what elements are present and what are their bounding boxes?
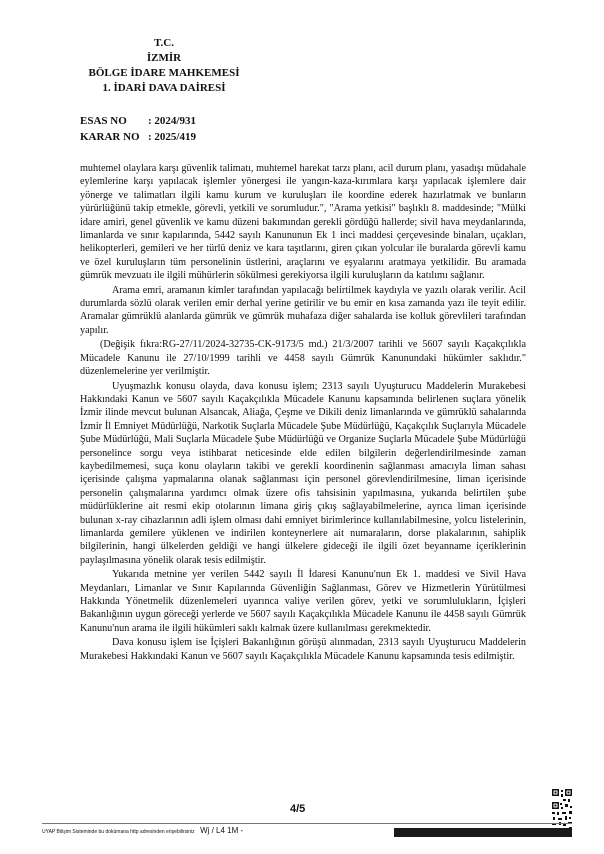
paragraph-6: Dava konusu işlem ise İçişleri Bakanlığının görüşü alınmadan, 2313 sayılı Uyuşturucu Maddelerin Murakebesi Hakkındaki Kanun ve 5607 sayılı Kaçakçılıkla Mücadele Kanunu kapsamında tesis edilmiştir. bbox=[80, 637, 526, 662]
footer bbox=[42, 823, 572, 837]
case-info bbox=[80, 113, 196, 145]
esas-label: ESAS NO bbox=[80, 115, 127, 127]
paragraph-2: Arama emri, aramanın kimler tarafından yapılacağı belirtilmek kaydıyla ve yazılı olarak verilir. Acil durumlarda sözlü olarak verilen emir derhal yerine getirilir ve bu emir en kısa zamanda yazı ile teyit edilir. Aramalar gümrüklü alanlarda gümrük ve gümrük muhafaza diğer sahalarda ise kolluk görevlileri tarafından yapılır. bbox=[80, 284, 526, 336]
court-header bbox=[80, 36, 248, 96]
document-body bbox=[80, 162, 526, 664]
page-number: 4/5 bbox=[290, 803, 306, 815]
footer-bar bbox=[394, 828, 572, 837]
paragraph-1: muhtemel olaylara karşı güvenlik talimatı, muhtemel harekat tarzı planı, acil durum planı, yasadışı müdahale eylemlerine karşı yapılacak işlemler yönergesi ile yangın-kaza-kırımlara karşı yapılacak işlemlere dair yönerge ve talimatları ilgili kamu kurum ve kuruluşları ile koordine ederek hazırlatmak ve bunların yürürlüğünü takip etmekle, görevli, yetkili ve sorumludur.", "Arama yetkisi" başlıklı 8. maddesinde; "Mülki idare amiri, genel güvenlik ve kamu düzeni bakımından gerekli gördüğü hallerde; sivil hava meydanlarında, limanlarda ve sınır kapılarında, 5442 sayılı Kanununun Ek 1 inci maddesi çerçevesinde binaları, uçakları, helikopterleri, gemileri ve her türlü deniz ve kara taşıtlarını, giren çıkan yolcular ile buralarda görevli kamu ve özel kuruluşların tüm personelinin üstlerini, araçlarını ve eşyalarını aratmaya yetkilidir. Bu aramada gümrük mevzuatı ile ilgili mühürlerin sökülmesi gerekiyorsa ilgili kuruluşların da katılımı sağlanır. bbox=[80, 163, 526, 282]
karar-label: KARAR NO bbox=[80, 131, 140, 143]
paragraph-4: Uyuşmazlık konusu olayda, dava konusu işlem; 2313 sayılı Uyuşturucu Maddelerin Murakebesi Hakkındaki Kanun ve 5607 sayılı Kaçakçılıkla Mücadele Kanunu kapsamında belirlenen suçlara yönelik İzmir ilinde mevcut bulunan Alsancak, Aliağa, Çeşme ve Dikili deniz limanlarında ve gümrüklü sahalarında İzmir İl Emniyet Müdürlüğü, Narkotik Suçlarla Mücadele Şube Müdürlüğü, Kaçakçılık Suçlarıyla Mücadele Şube Müdürlüğü, Mali Suçlarla Mücadele Şube Müdürlüğü ve Organize Suçlarla Mücadele Şube Müdürlüğü personelince sorgu veya istihbarat neticesinde elde edilen bilgilerin değerlendirilmesinde zaman kaybedilmemesi, suça konu olayların takibi ve gerekli koordinenin sağlanması amacıyla liman sahası içerisinde çalışma yapmalarına olanak sağlanması için personel görevlendirilmesine, liman içerisinde personelin çalışmalarına yardımcı olmak üzere ofis tahsisinin yapılmasına, yukarıda belirtilen şube müdürlüklerine ait resmi ekip otolarının limana giriş çıkış sağlayabilmelerine, ayrıca liman içerisinde bulunan x-ray cihazlarının adli işlem olması dahi emniyet birimlerince kullanılabilmesine, yolcu listelerinin, limanlarda gemilere yüklenen ve indirilen konteynerlere ait numaraların, dorse plakalarının, sahiplik bilgilerinin, hangi ülkelerden geldiği ve hangi ülkelere gideceği ile ilgili özet beyanname içeriklerinin paylaşılmasına yönelik olarak tesis edilmiştir. bbox=[80, 380, 526, 566]
paragraph-5: Yukarıda metnine yer verilen 5442 sayılı İl İdaresi Kanunu'nun Ek 1. maddesi ve Sivil Hava Meydanları, Limanlar ve Sınır Kapılarında Güvenliğin Sağlanması, Görev ve Hizmetlerin Yürütülmesi Hakkında Yönetmelik düzenlemeleri uyarınca valiye verilen görev, yetki ve sorumlulukların, İçişleri Bakanlığının uygun göreceği yerlerde ve 5607 sayılı Kaçakçılıkla Mücadele Kanunu ile 4458 sayılı Gümrük Kanunu'nun arama ile ilgili hükümleri saklı kalmak üzere kullanılması gerekmektedir. bbox=[80, 569, 526, 634]
header-city: İZMİR bbox=[146, 52, 182, 64]
footer-code: Wj / L4 1M - bbox=[200, 826, 244, 835]
paragraph-3: (Değişik fıkra:RG-27/11/2024-32735-CK-9173/5 md.) 21/3/2007 tarihli ve 5607 sayılı Kaçakçılıkla Mücadele Kanunu ile 27/10/1999 tarihli ve 4458 sayılı Gümrük Kanunundaki hükümler saklıdır." düzenlemelerine yer verilmiştir. bbox=[80, 339, 526, 378]
header-tc: T.C. bbox=[154, 37, 174, 49]
header-court: BÖLGE İDARE MAHKEMESİ bbox=[88, 67, 240, 79]
karar-value: : 2025/419 bbox=[148, 131, 196, 143]
footer-note: UYAP Bilişim Sisteminde bu dokümana http adresinden erişebilirsiniz bbox=[42, 829, 195, 835]
header-chamber: 1. İDARİ DAVA DAİRESİ bbox=[102, 82, 226, 94]
esas-value: : 2024/931 bbox=[148, 115, 196, 127]
